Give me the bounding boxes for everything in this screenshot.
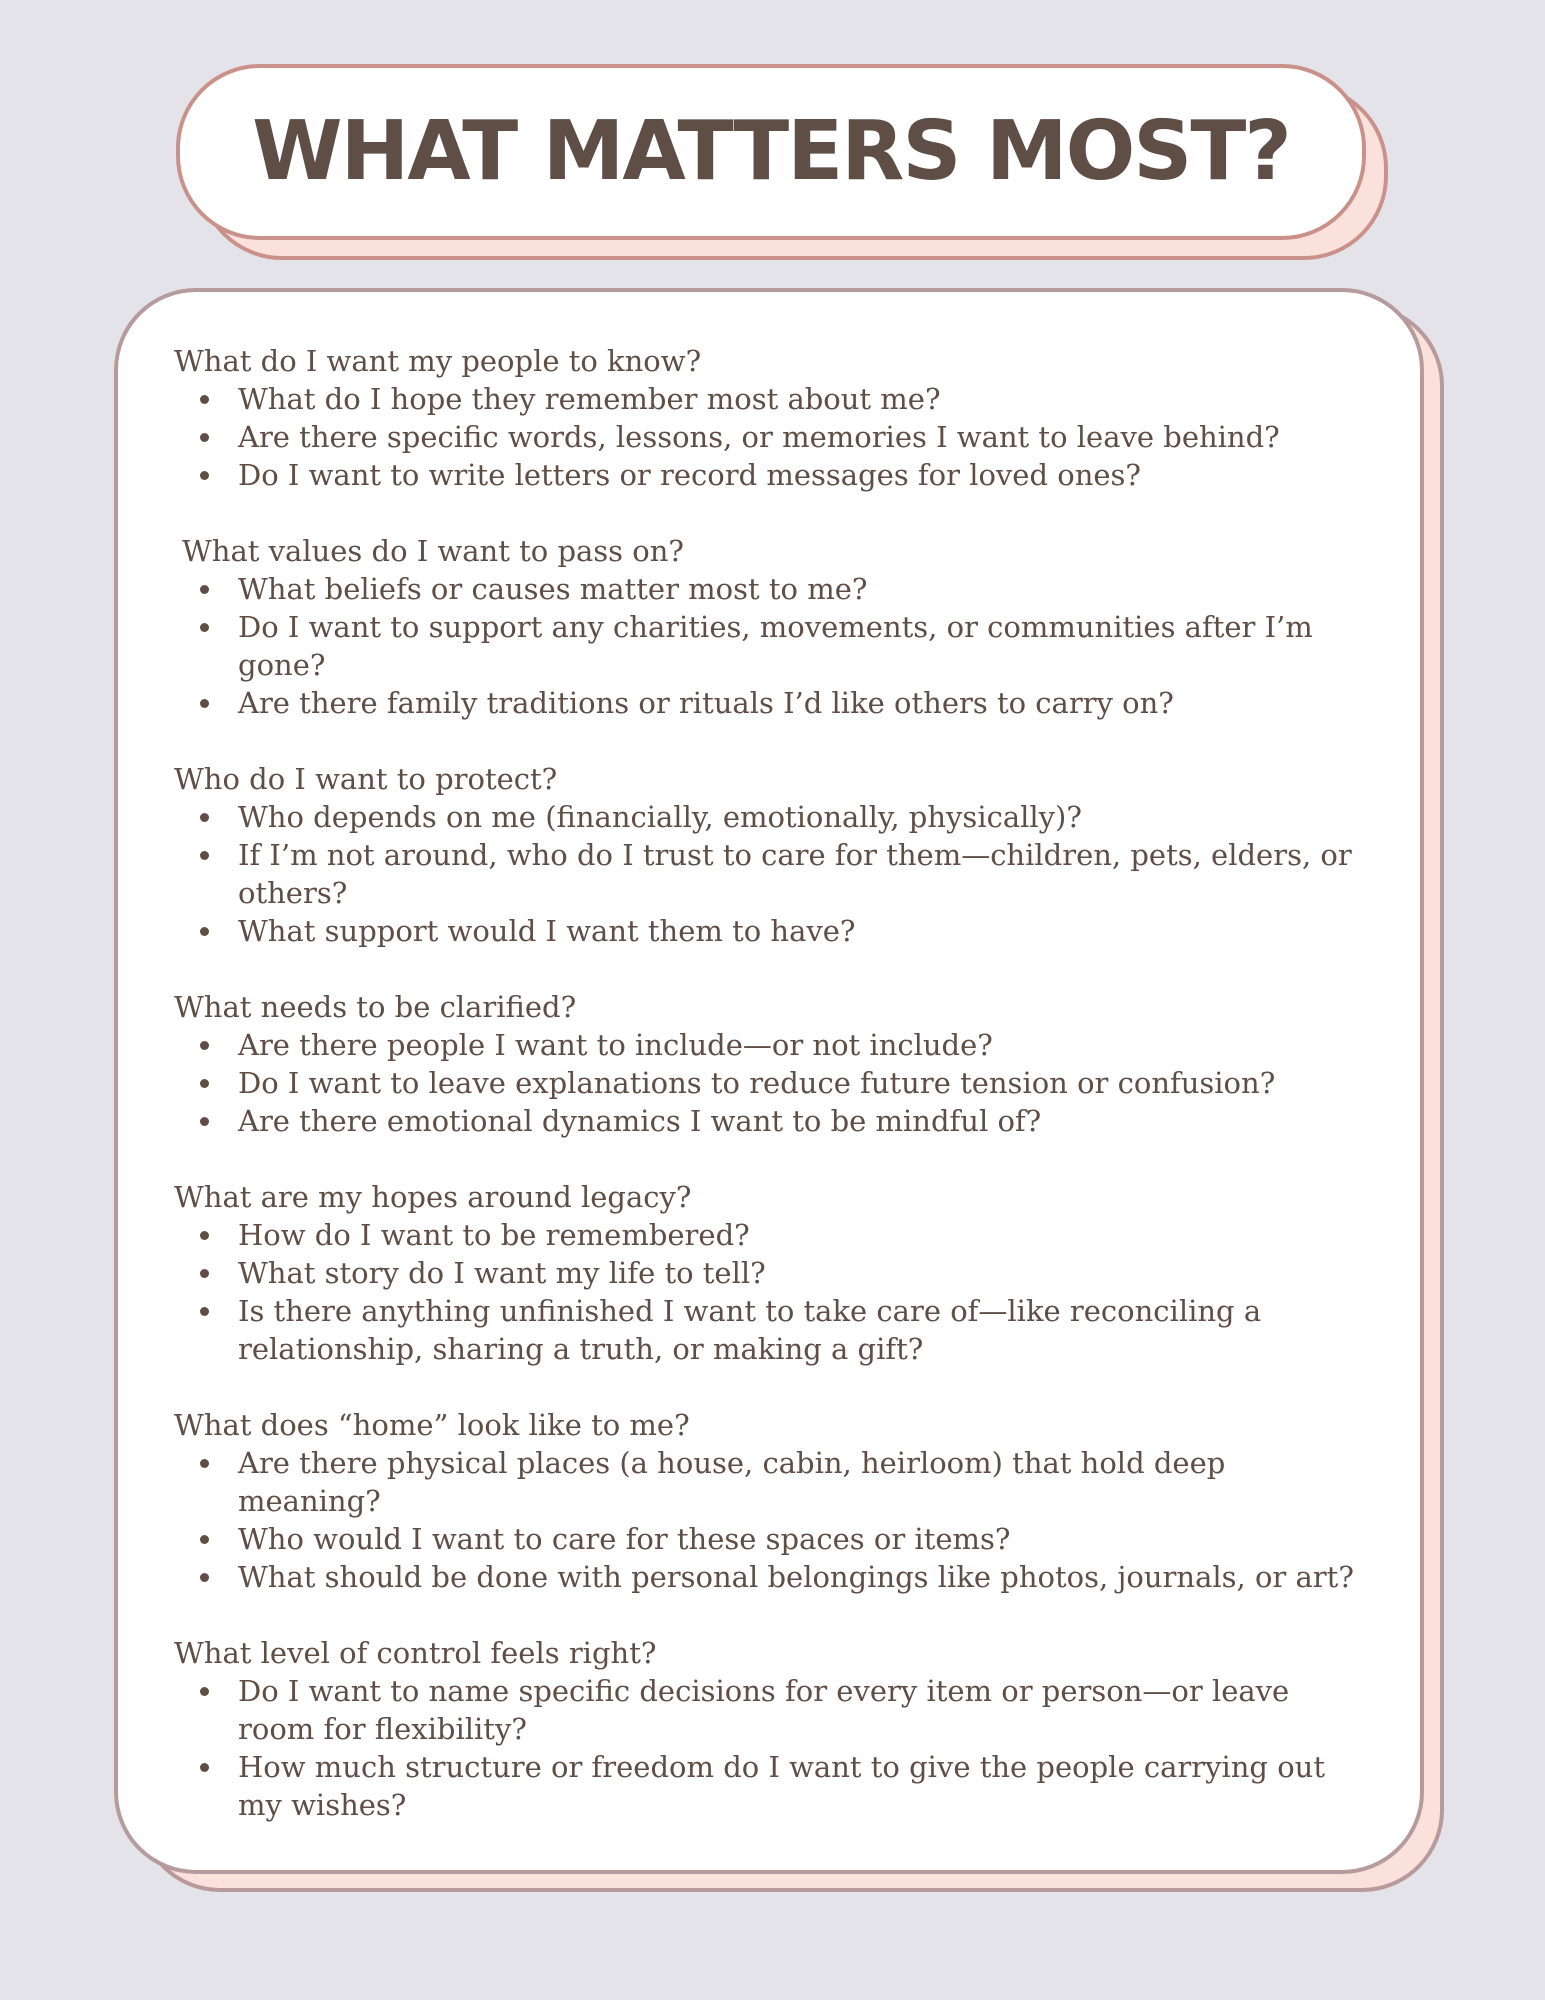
- list-item: [238, 380, 1374, 418]
- question-list: [174, 570, 1374, 722]
- list-item: [238, 570, 1374, 608]
- list-item: [238, 1216, 1374, 1254]
- question-text: Do I want to write letters or record messages for loved ones?: [238, 458, 1141, 492]
- list-item: [238, 1064, 1374, 1102]
- section-home: [174, 1406, 1374, 1596]
- bullet-icon: [200, 851, 209, 860]
- question-text: Who would I want to care for these spaces or items?: [238, 1522, 1011, 1556]
- section-protect: [174, 760, 1374, 950]
- list-item: [238, 1102, 1374, 1140]
- bullet-icon: [200, 1079, 209, 1088]
- question-text: Are there family traditions or rituals I’d like others to carry on?: [238, 686, 1174, 720]
- question-text: How do I want to be remembered?: [238, 1218, 750, 1252]
- question-list: [174, 1026, 1374, 1140]
- section-control: [174, 1634, 1374, 1824]
- question-list: [174, 798, 1374, 950]
- section-heading: What are my hopes around legacy?: [174, 1180, 692, 1214]
- bullet-icon: [200, 1535, 209, 1544]
- question-text: Do I want to support any charities, movements, or communities after I’m gone?: [238, 610, 1313, 682]
- question-text: If I’m not around, who do I trust to care for them—children, pets, elders, or others?: [238, 838, 1352, 910]
- bullet-icon: [200, 1307, 209, 1316]
- section-heading: What does “home” look like to me?: [174, 1408, 690, 1442]
- list-item: [238, 1520, 1374, 1558]
- list-item: [238, 1444, 1374, 1520]
- section-heading: What do I want my people to know?: [174, 344, 702, 378]
- section-heading: What values do I want to pass on?: [182, 534, 684, 568]
- list-item: [238, 1254, 1374, 1292]
- bullet-icon: [200, 623, 209, 632]
- list-item: [238, 684, 1374, 722]
- section-values: [174, 532, 1374, 722]
- bullet-icon: [200, 699, 209, 708]
- question-text: What support would I want them to have?: [238, 914, 856, 948]
- question-text: What beliefs or causes matter most to me?: [238, 572, 868, 606]
- list-item: [238, 1748, 1374, 1824]
- list-item: [238, 1026, 1374, 1064]
- question-text: Do I want to leave explanations to reduce future tension or confusion?: [238, 1066, 1276, 1100]
- question-text: Are there people I want to include—or not include?: [238, 1028, 993, 1062]
- list-item: [238, 1672, 1374, 1748]
- question-text: Do I want to name specific decisions for every item or person—or leave room for flexibility?: [238, 1674, 1290, 1746]
- question-text: What do I hope they remember most about me?: [238, 382, 941, 416]
- list-item: [238, 1292, 1374, 1368]
- question-list: [174, 1444, 1374, 1596]
- bullet-icon: [200, 1269, 209, 1278]
- list-item: [238, 456, 1374, 494]
- question-text: Is there anything unfinished I want to take care of—like reconciling a relationship, sharing a truth, or making a gift?: [238, 1294, 1262, 1366]
- question-text: Are there specific words, lessons, or memories I want to leave behind?: [238, 420, 1280, 454]
- bullet-icon: [200, 1231, 209, 1240]
- question-text: What should be done with personal belongings like photos, journals, or art?: [238, 1560, 1354, 1594]
- question-list: [174, 1216, 1374, 1368]
- list-item: [238, 1558, 1374, 1596]
- question-list: [174, 1672, 1374, 1824]
- question-text: Who depends on me (financially, emotionally, physically)?: [238, 800, 1082, 834]
- bullet-icon: [200, 927, 209, 936]
- list-item: [238, 798, 1374, 836]
- question-text: How much structure or freedom do I want to give the people carrying out my wishes?: [238, 1750, 1325, 1822]
- list-item: [238, 836, 1374, 912]
- question-sections: [174, 342, 1374, 1862]
- section-legacy: [174, 1178, 1374, 1368]
- list-item: [238, 608, 1374, 684]
- question-list: [174, 380, 1374, 494]
- section-heading: What level of control feels right?: [174, 1636, 657, 1670]
- bullet-icon: [200, 395, 209, 404]
- bullet-icon: [200, 1687, 209, 1696]
- section-people-to-know: [174, 342, 1374, 494]
- bullet-icon: [200, 813, 209, 822]
- bullet-icon: [200, 471, 209, 480]
- question-text: Are there physical places (a house, cabin, heirloom) that hold deep meaning?: [238, 1446, 1226, 1518]
- title-pill: [176, 64, 1366, 240]
- list-item: [238, 418, 1374, 456]
- question-text: What story do I want my life to tell?: [238, 1256, 766, 1290]
- list-item: [238, 912, 1374, 950]
- bullet-icon: [200, 1117, 209, 1126]
- section-heading: Who do I want to protect?: [174, 762, 558, 796]
- section-heading: What needs to be clarified?: [174, 990, 577, 1024]
- content-card: [114, 288, 1424, 1874]
- question-text: Are there emotional dynamics I want to be mindful of?: [238, 1104, 1042, 1138]
- section-clarified: [174, 988, 1374, 1140]
- page-title: WHAT MATTERS MOST?: [252, 104, 1290, 199]
- bullet-icon: [200, 1763, 209, 1772]
- bullet-icon: [200, 585, 209, 594]
- bullet-icon: [200, 433, 209, 442]
- bullet-icon: [200, 1041, 209, 1050]
- bullet-icon: [200, 1573, 209, 1582]
- bullet-icon: [200, 1459, 209, 1468]
